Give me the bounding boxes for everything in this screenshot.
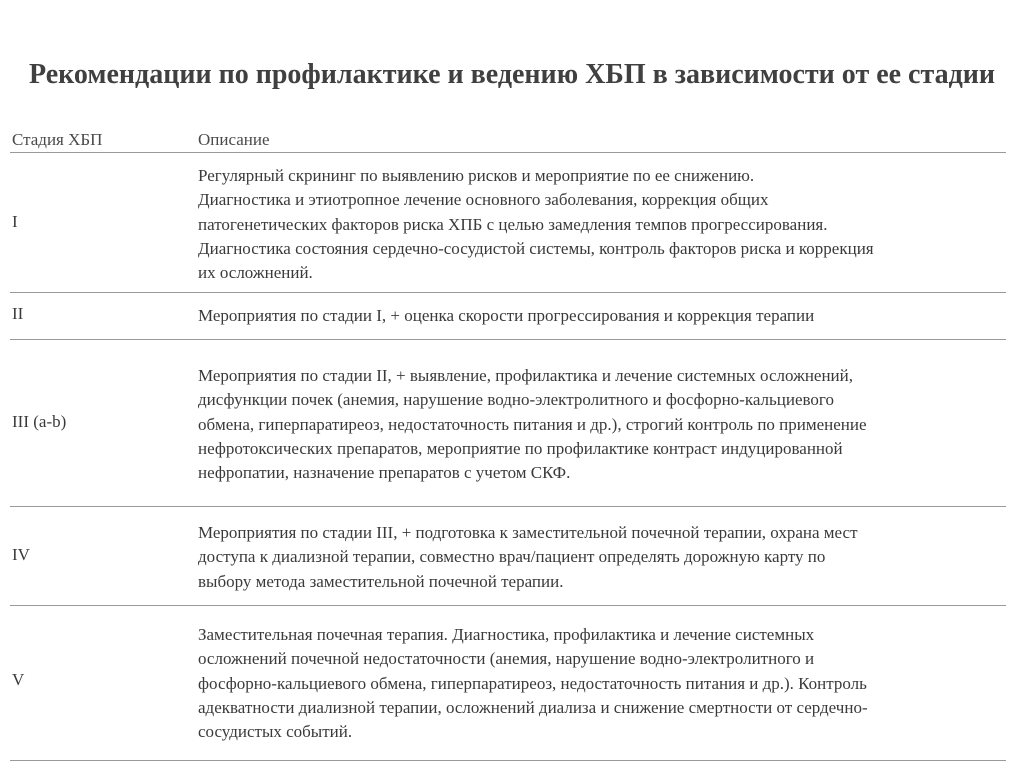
- table-row-stage-3: [10, 340, 1006, 507]
- table-row-stage-1: [10, 153, 1006, 293]
- table-row-stage-5: [10, 606, 1006, 761]
- header-stage: Стадия ХБП: [12, 130, 103, 149]
- description-cell: Регулярный скрининг по выявлению рисков и мероприятие по ее снижению. Диагностика и этиотропное лечение основного заболевания, коррекция общих патогенетических факторов риска ХПБ с целью замедления темпов прогрессирования. Диагностика состояния сердечно-сосудистой системы, контроль факторов риска и коррекция их осложнений.: [198, 166, 874, 283]
- stage-cell: II: [12, 304, 24, 323]
- stage-cell: III (a-b): [12, 412, 67, 431]
- description-cell: Заместительная почечная терапия. Диагностика, профилактика и лечение системных осложнений почечной недостаточности (анемия, нарушение водно-электролитного и фосфорно-кальциевого обмена, гиперпаратиреоз, недостаточность питания и др.). Контроль адекватности диализной терапии, осложнений диализа и снижение смертности от сердечно- сосудистых событий.: [198, 625, 868, 742]
- table-row-stage-2: [10, 293, 1006, 340]
- table-header-row: [10, 127, 1006, 153]
- description-cell: Мероприятия по стадии III, + подготовка к заместительной почечной терапии, охрана мест доступа к диализной терапии, совместно врач/пациент определять дорожную карту по выбору метода заместительной почечной терапии.: [198, 523, 858, 591]
- page-title: Рекомендации по профилактике и ведению ХБП в зависимости от ее стадии: [29, 59, 995, 90]
- stage-cell: I: [12, 212, 18, 231]
- table-row-stage-4: [10, 507, 1006, 606]
- description-cell: Мероприятия по стадии I, + оценка скорости прогрессирования и коррекция терапии: [198, 306, 815, 325]
- header-description: Описание: [198, 130, 270, 149]
- stage-cell: V: [12, 670, 25, 689]
- description-cell: Мероприятия по стадии II, + выявление, профилактика и лечение системных осложнений, дисфункции почек (анемия, нарушение водно-электролитного и фосфорно-кальциевого обмена, гиперпаратиреоз, недостаточность питания и др.), строгий контроль по применение нефротоксических препаратов, мероприятие по профилактике контраст индуцированной нефропатии, назначение препаратов с учетом СКФ.: [198, 366, 867, 483]
- stage-cell: IV: [12, 545, 30, 564]
